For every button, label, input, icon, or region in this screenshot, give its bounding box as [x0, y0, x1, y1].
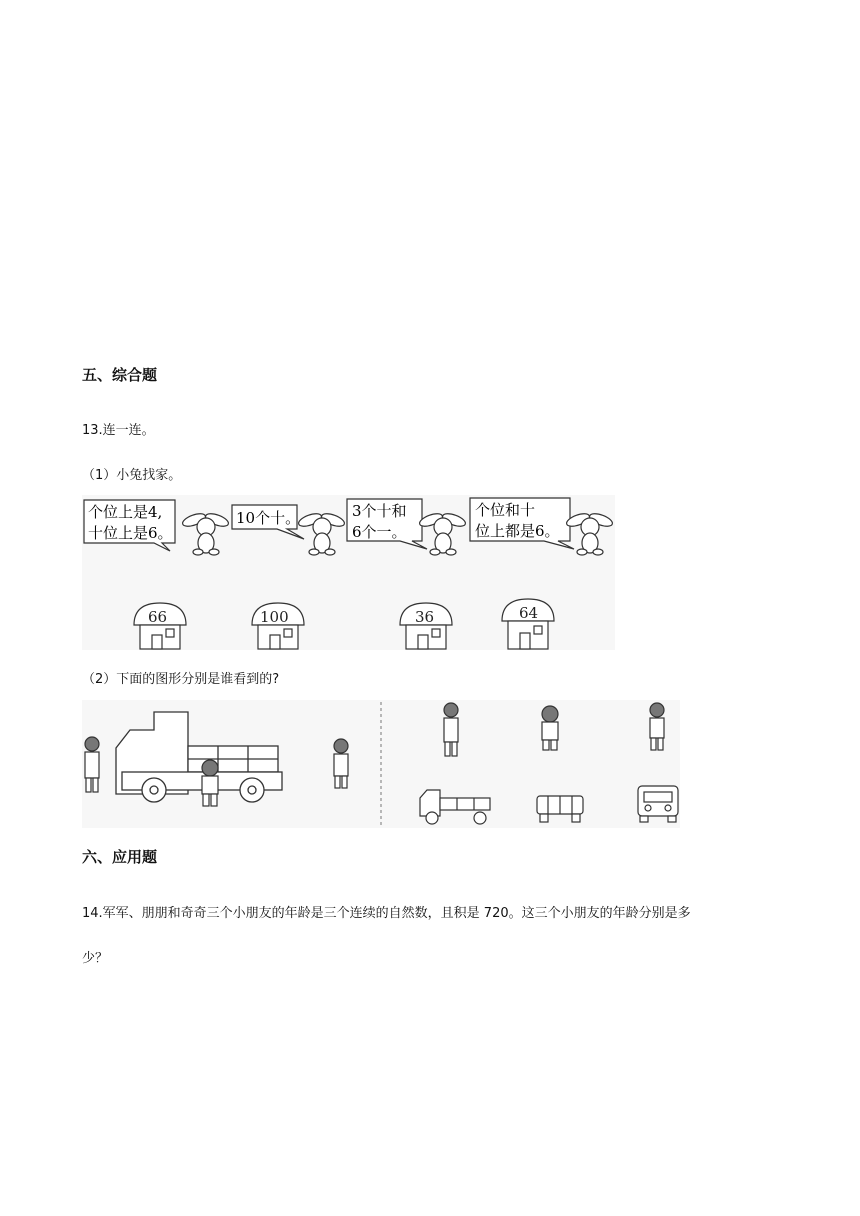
- question-14-line-1: 14.军军、朋朋和奇奇三个小朋友的年龄是三个连续的自然数，且积是 720。这三个小朋友的年龄分别是多: [82, 906, 691, 921]
- option-girl: [542, 706, 558, 750]
- boy-right: [334, 739, 348, 788]
- rabbit-2: [297, 511, 346, 555]
- speech-bubble-3: [347, 499, 427, 549]
- option-boy: [444, 703, 458, 756]
- bubble-3-line-1: 3个十和: [352, 502, 407, 520]
- speech-bubble-4: [470, 498, 574, 549]
- section-heading-comprehensive: 五、综合题: [82, 366, 158, 384]
- question-13-part-1: （1）小兔找家。: [82, 468, 182, 483]
- house-3: [400, 603, 452, 649]
- bubble-2-line-1: 10个十。: [236, 509, 301, 527]
- house-1: [134, 603, 186, 649]
- bubble-3-line-2: 6个一。: [352, 523, 407, 541]
- rabbit-1: [181, 511, 230, 555]
- option-boy-2: [650, 703, 664, 750]
- bubble-4-line-1: 个位和十: [475, 501, 536, 519]
- house-3-number: 36: [415, 608, 435, 626]
- side-view-truck: [116, 712, 282, 802]
- question-14-line-2: 少？: [82, 951, 109, 966]
- house-2-number: 100: [260, 608, 289, 626]
- boy-left: [85, 737, 99, 792]
- house-2: [252, 603, 304, 649]
- bubble-1-line-1: 个位上是4,: [88, 503, 163, 521]
- question-13-part-2: （2）下面的图形分别是谁看到的?: [82, 672, 280, 687]
- truck-back-view: [537, 796, 583, 822]
- house-4: [502, 599, 554, 649]
- truck-viewpoint-illustration: [82, 700, 680, 828]
- truck-viewpoint-figure: [82, 700, 680, 828]
- truck-side-view-small: [420, 790, 490, 824]
- girl-middle: [202, 760, 218, 806]
- rabbit-house-figure: [82, 495, 615, 650]
- house-1-number: 66: [148, 608, 168, 626]
- question-13-stem: 13.连一连。: [82, 423, 155, 438]
- speech-bubble-2: [232, 505, 304, 539]
- truck-front-view: [638, 786, 678, 822]
- house-4-number: 64: [519, 604, 539, 622]
- rabbit-house-illustration: [82, 495, 615, 650]
- bubble-4-line-2: 位上都是6。: [475, 522, 560, 540]
- bubble-1-line-2: 十位上是6。: [88, 524, 173, 542]
- section-heading-application: 六、应用题: [82, 848, 158, 866]
- speech-bubble-1: [84, 500, 175, 551]
